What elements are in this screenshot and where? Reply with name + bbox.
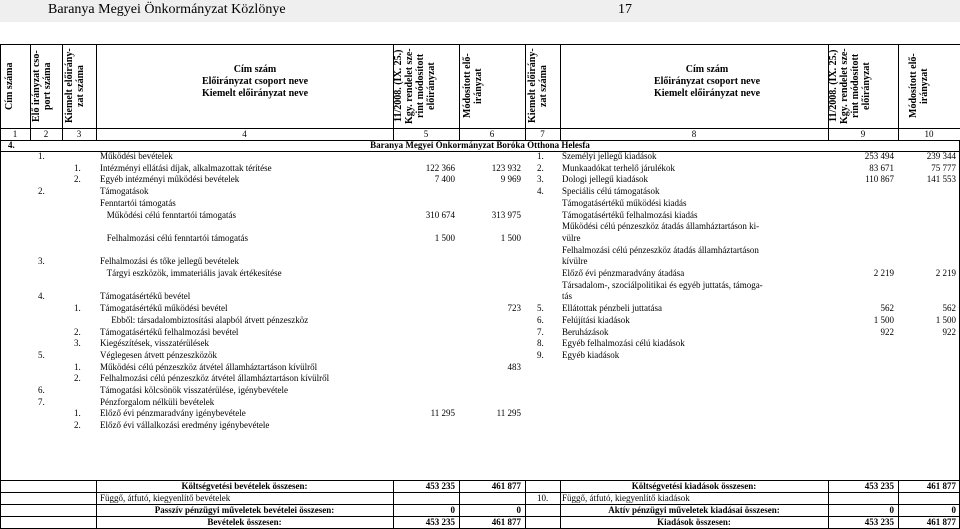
left-group-number: 1. [74, 408, 81, 419]
right-planned-value: 922 [880, 326, 894, 337]
page-header [0, 0, 960, 22]
col-header-right-modified: Módosított elő- irányzat [908, 53, 930, 119]
left-item-name: Felhalmozási és tőke jellegű bevételek [100, 256, 239, 267]
page-number: 17 [618, 2, 632, 17]
col-header-group-number: Elő irányzat cso- port száma [31, 50, 53, 122]
right-main-number: 9. [537, 349, 544, 360]
left-group-number: 1. [74, 303, 81, 314]
col-number: 8 [691, 129, 697, 139]
col-number: 5 [423, 129, 429, 139]
left-item-name: Támogatások [100, 186, 149, 197]
right-item-name: Dologi jellegű kiadások [562, 174, 648, 185]
left-item-name: Véglegesen átvett pénzeszközök [100, 349, 217, 360]
left-title-number: 1. [38, 151, 45, 161]
table-rule [62, 44, 63, 140]
right-modified-value: 562 [942, 303, 956, 314]
right-main-number: 6. [537, 314, 544, 325]
grand-total-right-modified: 461 877 [926, 517, 956, 527]
col-number: 3 [76, 129, 82, 139]
right-item-name: Munkaadókat terhelő járulékok [562, 162, 675, 173]
table-rule [898, 44, 899, 140]
col-number: 9 [860, 129, 866, 139]
left-title-number: 5. [38, 349, 45, 360]
col-number: 10 [924, 129, 934, 139]
left-planned-value: 11 295 [430, 408, 455, 419]
left-title-number: 7. [38, 396, 45, 407]
right-planned-value: 1 500 [873, 314, 894, 325]
right-modified-value: 141 553 [926, 174, 956, 185]
grand-total-right-planned: 453 235 [864, 517, 894, 527]
left-item-name: Kiegészítések, visszatérülések [100, 338, 209, 349]
left-title-number: 3. [38, 256, 45, 267]
left-planned-value: 7 400 [434, 174, 455, 185]
left-group-number: 1. [74, 361, 81, 372]
left-modified-value: 313 975 [491, 209, 521, 220]
right-modified-value: 2 219 [935, 268, 956, 278]
right-modified-value: 75 777 [931, 162, 956, 173]
left-title-number: 4. [38, 291, 45, 302]
left-modified-value: 9 969 [500, 174, 521, 185]
right-main-number: 8. [537, 338, 544, 349]
left-item-name: Tárgyi eszközök, immateriális javak értékesítése [100, 268, 282, 278]
table-rule [828, 44, 829, 140]
budget-total-left-label: Költségvetési bevételek összesen: [181, 481, 308, 491]
left-planned-value: 122 366 [425, 162, 455, 173]
left-item-name: Előző évi vállalkozási eredmény igénybevétele [100, 420, 270, 431]
right-item-name: Működési célú pénzeszköz átadás államháztartáson ki- [562, 221, 760, 232]
col-number: 7 [540, 129, 545, 139]
right-planned-value: 562 [880, 303, 894, 314]
col-number: 4 [242, 129, 247, 139]
table-rule [393, 44, 394, 140]
pending-revenue-label: Függő, átfutó, kiegyenlítő bevételek [100, 493, 231, 503]
left-item-name: Pénzforgalom nélküli bevételek [100, 396, 215, 407]
right-main-number: 4. [537, 186, 544, 197]
grand-total-left-planned: 453 235 [425, 517, 455, 527]
left-modified-value: 1 500 [500, 232, 521, 243]
table-rule [525, 44, 526, 140]
left-planned-value: 1 500 [434, 232, 455, 243]
left-title-number: 2. [38, 186, 45, 197]
budget-total-right-label: Költségvetési kiadások összesen: [631, 481, 757, 491]
right-modified-value: 239 344 [926, 151, 956, 161]
left-item-name: Előző évi pénzmaradvány igénybevétele [100, 408, 246, 419]
right-main-number: 7. [537, 326, 544, 337]
budget-total-left-planned: 453 235 [425, 481, 455, 491]
pending-expense-label: Függő, átfutó, kiegyenlítő kiadások [562, 493, 690, 503]
left-item-name: Felhalmozási célú pénzeszköz átvétel államháztartáson kívülről [100, 373, 330, 384]
left-title-number: 6. [38, 385, 45, 395]
table-rule [560, 44, 561, 140]
right-main-number: 3. [537, 174, 544, 185]
left-modified-value: 123 932 [491, 162, 521, 173]
col-number: 2 [43, 129, 49, 139]
financial-ops-total-left-label: Passzív pénzügyi műveletek bevételei összesen: [154, 505, 335, 515]
left-group-number: 3. [74, 338, 81, 349]
table-rule [459, 44, 460, 140]
right-item-name: Egyéb kiadások [562, 349, 620, 360]
financial-ops-total-right-planned: 0 [889, 505, 894, 515]
budget-total-left-modified: 461 877 [491, 481, 521, 491]
col-header-right-main-number: Kiemelt előirány- zat száma [527, 48, 549, 124]
right-item-name: vülre [562, 232, 581, 243]
left-item-name: Egyéb intézményi működési bevételek [100, 174, 240, 185]
right-item-name: Ellátottak pénzbeli juttatása [562, 303, 662, 314]
right-modified-value: 922 [942, 326, 956, 337]
left-item-name: Működési bevételek [100, 151, 173, 161]
col-number: 1 [12, 129, 18, 139]
right-modified-value: 1 500 [935, 314, 956, 325]
left-item-name: Intézményi ellátási díjak, alkalmazottak térítése [100, 162, 272, 173]
budget-total-right-modified: 461 877 [926, 481, 956, 491]
left-group-number: 2. [74, 326, 81, 337]
financial-ops-total-right-modified: 0 [951, 505, 956, 515]
budget-total-right-planned: 453 235 [864, 481, 894, 491]
left-item-name: Felhalmozási célú fenntartói támogatás [100, 232, 248, 243]
publication-title: Baranya Megyei Önkormányzat Közlönye [48, 2, 286, 17]
right-item-name: Személyi jellegű kiadások [562, 151, 657, 161]
right-planned-value: 253 494 [864, 151, 894, 161]
right-item-name: Felújítási kiadások [562, 314, 630, 325]
pending-expense-number: 10. [537, 493, 549, 503]
grand-total-left-label: Bevételek összesen: [207, 517, 282, 527]
section-number: 4. [8, 140, 15, 150]
right-planned-value: 110 867 [865, 174, 894, 185]
right-main-number: 2. [537, 162, 544, 173]
left-item-name: Fenntartói támogatás [100, 197, 176, 208]
right-planned-value: 2 219 [873, 268, 894, 278]
col-header-left-name: Cím szám Előirányzat csoport neve Kiemelt előirányzat neve [201, 64, 309, 99]
right-item-name: Támogatásértékű működési kiadás [562, 197, 687, 208]
col-header-left-modified: Módosított elő- irányzat [462, 53, 484, 119]
left-group-number: 2. [74, 174, 81, 185]
col-header-right-planned: 11/2008. (IX. 25.) Kgy. rendelet sze- rint módosított előirányzat [828, 48, 872, 124]
table-rule [0, 44, 1, 140]
financial-ops-total-left-planned: 0 [450, 505, 455, 515]
table-rule [0, 44, 960, 45]
left-item-name: Támogatásértékű felhalmozási bevétel [100, 326, 239, 337]
left-item-name: Támogatásértékű működési bevétel [100, 303, 228, 314]
left-group-number: 2. [74, 373, 81, 384]
left-modified-value: 11 295 [496, 408, 521, 419]
left-modified-value: 723 [507, 303, 521, 314]
left-modified-value: 483 [507, 361, 521, 372]
financial-ops-total-right-label: Aktív pénzügyi műveletek kiadásai összesen: [608, 505, 780, 515]
table-rule [0, 480, 1, 528]
right-item-name: Támogatásértékű felhalmozási kiadás [562, 209, 698, 220]
col-header-left-planned: 11/2008. (IX. 25.) Kgy. rendelet sze- rint módosított előirányzat [393, 48, 437, 124]
left-item-name: Működési célú pénzeszköz átvétel államháztartáson kívülről [100, 361, 318, 372]
left-item-name: Támogatásértékű bevétel [100, 291, 191, 302]
grand-total-left-modified: 461 877 [491, 517, 521, 527]
right-item-name: tás [562, 291, 572, 302]
section-title: Baranya Megyei Önkormányzat Boróka Otthona Helesfa [370, 140, 590, 150]
right-main-number: 1. [537, 151, 544, 161]
col-header-title-number: Cím száma [4, 62, 15, 110]
right-item-name: Előző évi pénzmaradvány átadása [562, 268, 685, 278]
right-main-number: 5. [537, 303, 544, 314]
table-rule [0, 140, 1, 489]
right-item-name: Speciális célú támogatások [562, 186, 660, 197]
left-item-name: Ebből: társadalombiztosítási alapból átvett pénzeszköz [100, 314, 309, 325]
left-group-number: 2. [74, 420, 81, 431]
left-item-name: Működési célú fenntartói támogatás [100, 209, 236, 220]
right-item-name: kívülre [562, 256, 588, 267]
right-item-name: Beruházások [562, 326, 609, 337]
grand-total-right-label: Kiadások összesen: [657, 517, 731, 527]
table-rule [525, 480, 526, 528]
table-rule [30, 44, 31, 140]
financial-ops-total-left-modified: 0 [516, 505, 521, 515]
table-rule [96, 44, 97, 140]
right-item-name: Felhalmozási célú pénzeszköz átadás államháztartáson [562, 244, 759, 255]
col-header-right-name: Cím szám Előirányzat csoport neve Kiemelt előirányzat neve [653, 64, 761, 99]
right-item-name: Társadalom-, szociálpolitikai és egyéb juttatás, támoga- [562, 279, 763, 290]
left-planned-value: 310 674 [425, 209, 455, 220]
right-planned-value: 83 671 [869, 162, 894, 173]
col-number: 6 [489, 129, 495, 139]
left-group-number: 1. [74, 162, 81, 173]
left-item-name: Támogatási kölcsönök visszatérülése, igénybevétele [100, 385, 288, 395]
col-header-main-number: Kiemelt előirány- zat száma [64, 48, 86, 124]
right-item-name: Egyéb felhalmozási célú kiadások [562, 338, 685, 349]
